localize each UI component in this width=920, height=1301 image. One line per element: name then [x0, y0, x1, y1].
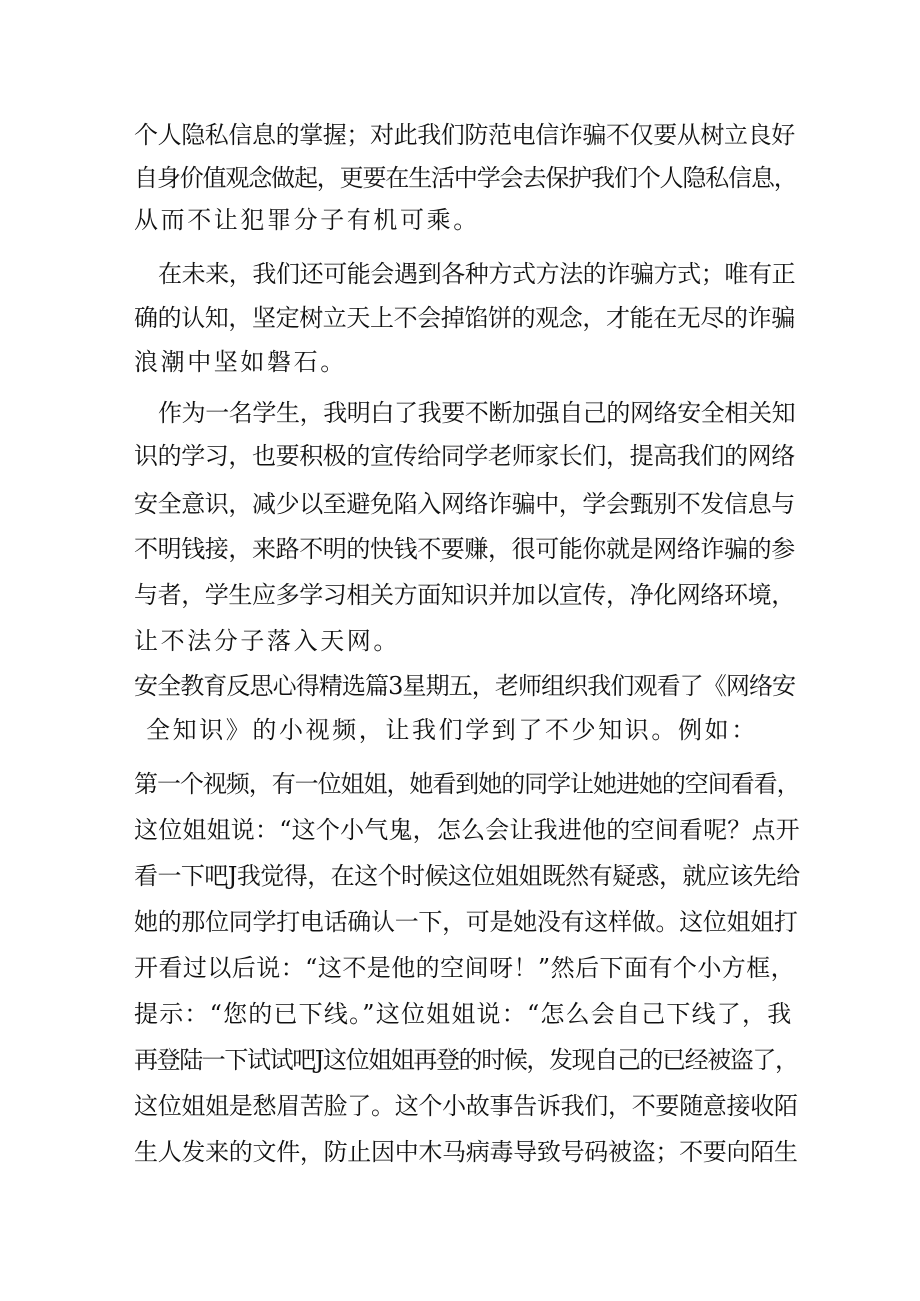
text-line: 第一个视频，有一位姐姐，她看到她的同学让她进她的空间看看， [134, 770, 800, 798]
text-line: 安全意识，减少以至避免陷入网络诈骗中，学会甄别不发信息与 [134, 490, 795, 518]
section-heading-line: 安全教育反思心得精选篇3星期五，老师组织我们观看了《网络安 [134, 672, 796, 700]
text-line: 提示：“您的已下线。”这位姐姐说：“怎么会自己下线了，我 [134, 1000, 793, 1028]
text-line: 不明钱接，来路不明的快钱不要赚，很可能你就是网络诈骗的参 [134, 535, 795, 563]
text-line: 她的那位同学打电话确认一下，可是她没有这样做。这位姐姐打 [134, 908, 798, 936]
text-line: 让不法分子落入天网。 [134, 627, 400, 655]
text-line: 与者，学生应多学习相关方面知识并加以宣传，净化网络环境， [134, 581, 795, 609]
text-line: 全知识》的小视频，让我们学到了不少知识。例如： [146, 716, 758, 744]
text-line: 个人隐私信息的掌握；对此我们防范电信诈骗不仅要从树立良好 [134, 121, 795, 149]
text-line: 看一下吧J我觉得，在这个时候这位姐姐既然有疑惑，就应该先给 [134, 862, 800, 890]
text-line: 自身价值观念做起，更要在生活中学会去保护我们个人隐私信息， [134, 164, 797, 192]
text-line: 再登陆一下试试吧J这位姐姐再登的时候，发现自己的已经被盗了， [134, 1046, 798, 1074]
text-line: 这位姐姐是愁眉苦脸了。这个小故事告诉我们，不要随意接收陌 [134, 1092, 798, 1120]
text-line: 生人发来的文件，防止因中木马病毒导致号码被盗；不要向陌生 [134, 1138, 798, 1166]
text-line: 开看过以后说：“这不是他的空间呀！”然后下面有个小方框， [134, 954, 796, 982]
text-line: 这位姐姐说：“这个小气鬼，怎么会让我进他的空间看呢？点开 [134, 816, 800, 844]
text-line: 从而不让犯罪分子有机可乘。 [134, 206, 480, 234]
paragraph-start-line: 作为一名学生，我明白了我要不断加强自己的网络安全相关知 [158, 399, 796, 427]
text-line: 识的学习，也要积极的宣传给同学老师家长们，提高我们的网络 [134, 442, 795, 470]
text-line: 确的认知，坚定树立天上不会掉馅饼的观念，才能在无尽的诈骗 [134, 304, 795, 332]
text-line: 浪潮中坚如磐石。 [134, 348, 347, 376]
paragraph-start-line: 在未来，我们还可能会遇到各种方式方法的诈骗方式；唯有正 [158, 260, 796, 288]
